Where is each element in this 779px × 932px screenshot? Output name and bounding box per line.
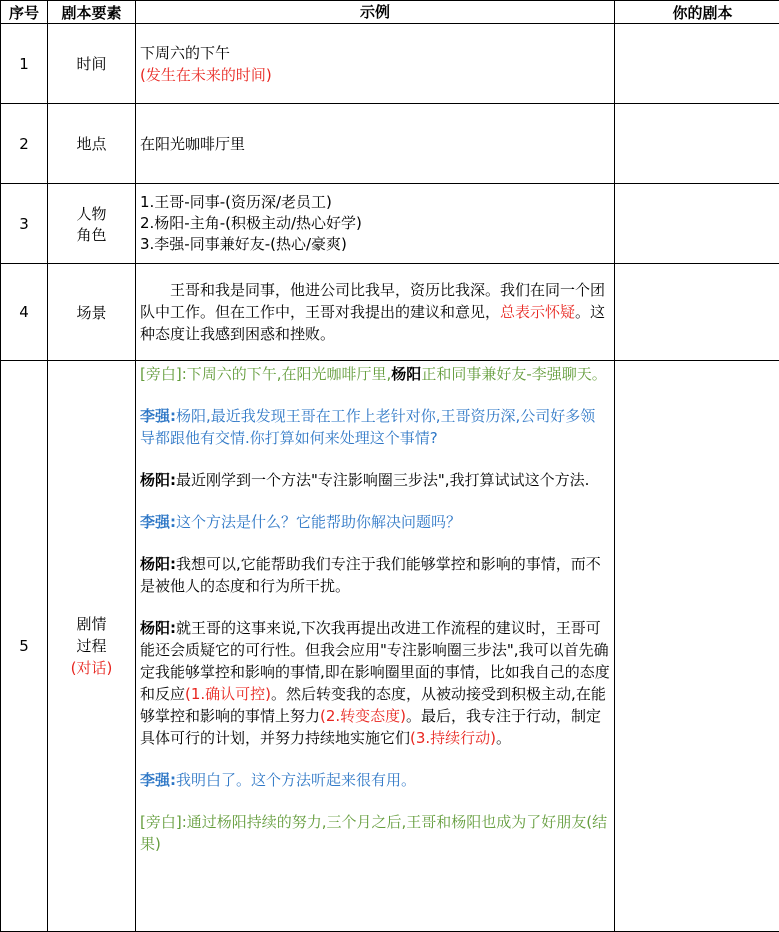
dialogue-text: 。: [496, 729, 511, 747]
header-row: [1, 1, 779, 24]
narration: [140, 363, 610, 385]
dialogue-text: 。最后，我专注于行动，制定具体可行的计划，并努力持续地实施它们: [140, 707, 601, 747]
element-line: 角色: [48, 224, 135, 245]
element-line: 剧情: [48, 613, 135, 635]
scene-text: 王哥和我是同事，他进公司比我早，资历比我深。我们在同一个团队中工作。但在工作中，王哥对我提出的建议和意见，: [140, 281, 605, 321]
scene-paragraph: [140, 279, 610, 345]
table-row: [1, 24, 779, 104]
row-example: [136, 104, 615, 184]
dialogue-text: 我明白了。这个方法听起来很有用。: [176, 771, 416, 789]
dialogue-text: 最近刚学到一个方法"专注影响圈三步法",我打算试试这个方法.: [176, 471, 589, 489]
element-line: 人物: [48, 203, 135, 224]
header-example: 示例: [136, 1, 615, 24]
example-line: 在阳光咖啡厅里: [140, 133, 610, 155]
table-row: [1, 104, 779, 184]
dialogue-line: [140, 617, 610, 749]
element-line: 过程: [48, 635, 135, 657]
speaker-name: 杨阳: [391, 365, 421, 383]
your-script-cell[interactable]: [615, 361, 779, 932]
row-element: 场景: [48, 264, 136, 361]
your-script-cell[interactable]: [615, 24, 779, 104]
scene-text: 。这种态度让我感到困惑和挫败。: [140, 303, 605, 343]
row-num: 2: [1, 104, 48, 184]
example-note: (发生在未来的时间): [140, 64, 610, 86]
row-example: [136, 361, 615, 932]
row-element: 地点: [48, 104, 136, 184]
row-num: 1: [1, 24, 48, 104]
example-line: 2.杨阳-主角-(积极主动/热心好学): [140, 213, 610, 234]
header-element: 剧本要素: [48, 1, 136, 24]
dialogue-line: [140, 769, 610, 791]
dialogue-text: 就王哥的这事来说,下次我再提出改进工作流程的建议时，王哥可能还会质疑它的可行性。但我会应用"专注影响圈三步法",我可以首先确定我能够掌控和影响的事情,即在影响圈里面的事情，比如我自己的态度和反应: [140, 619, 610, 703]
example-line: 3.李强-同事兼好友-(热心/豪爽): [140, 234, 610, 255]
narration: [旁白]:通过杨阳持续的努力,三个月之后,王哥和杨阳也成为了好朋友(结果): [140, 811, 610, 855]
table-row: [1, 264, 779, 361]
narration-text: [旁白]:下周六的下午,在阳光咖啡厅里,: [140, 365, 391, 383]
dialogue-text: 。然后转变我的态度，从被动接受到积极主动,在能够掌控和影响的事情上努力: [140, 685, 606, 725]
row-element: 时间: [48, 24, 136, 104]
example-line: 1.王哥-同事-(资历深/老员工): [140, 192, 610, 213]
your-script-cell[interactable]: [615, 184, 779, 264]
speaker-name: 杨阳:: [140, 471, 176, 489]
scene-highlight: 总表示怀疑: [500, 303, 575, 321]
step-label: (2.转变态度): [320, 707, 406, 725]
dialogue-line: [140, 469, 610, 491]
element-note: (对话): [48, 657, 135, 679]
dialogue-text: 杨阳,最近我发现王哥在工作上老针对你,王哥资历深,公司好多领导都跟他有交情.你打算如何来处理这个事情?: [140, 407, 595, 447]
dialogue-text: 我想可以,它能帮助我们专注于我们能够掌控和影响的事情，而不是被他人的态度和行为所干扰。: [140, 555, 601, 595]
header-yours: 你的剧本: [615, 1, 779, 24]
your-script-cell[interactable]: [615, 104, 779, 184]
row-element: [48, 184, 136, 264]
table-row: [1, 361, 779, 932]
speaker-name: 李强:: [140, 407, 176, 425]
row-num: 4: [1, 264, 48, 361]
row-num: 3: [1, 184, 48, 264]
row-example: [136, 184, 615, 264]
speaker-name: 李强:: [140, 513, 176, 531]
step-label: (3.持续行动): [410, 729, 496, 747]
dialogue-line: [140, 405, 610, 449]
speaker-name: 杨阳:: [140, 619, 176, 637]
header-num: 序号: [1, 1, 48, 24]
your-script-cell[interactable]: [615, 264, 779, 361]
speaker-name: 杨阳:: [140, 555, 176, 573]
speaker-name: 李强:: [140, 771, 176, 789]
dialogue-line: [140, 511, 610, 533]
row-example: [136, 24, 615, 104]
dialogue-text: 这个方法是什么？它能帮助你解决问题吗？: [176, 513, 461, 531]
dialogue-line: [140, 553, 610, 597]
narration-text: 正和同事兼好友-李强聊天。: [421, 365, 606, 383]
table-row: [1, 184, 779, 264]
step-label: (1.确认可控): [185, 685, 271, 703]
example-line: 下周六的下午: [140, 42, 610, 64]
row-example: [136, 264, 615, 361]
row-element: [48, 361, 136, 932]
row-num: 5: [1, 361, 48, 932]
